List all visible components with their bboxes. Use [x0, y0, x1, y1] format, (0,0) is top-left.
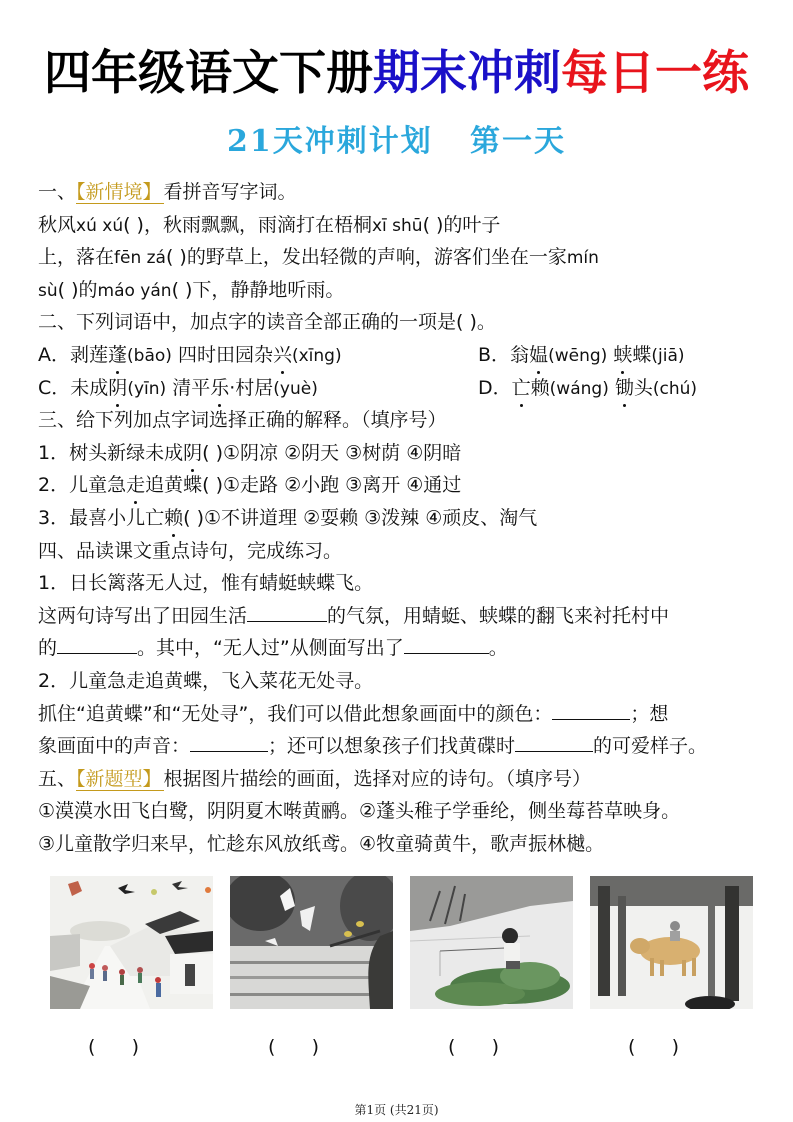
- dotted-char: 阴: [108, 372, 127, 404]
- item-number: 1．: [38, 441, 70, 464]
- dotted-char: 兴: [273, 339, 292, 371]
- text: 头: [633, 376, 653, 399]
- egrets-paddy-field-painting: [230, 876, 393, 1009]
- page-title: [0, 46, 793, 102]
- boy-fishing-painting: [410, 876, 573, 1009]
- fill-blank[interactable]: [190, 731, 268, 752]
- pinyin: máo yán: [97, 280, 172, 301]
- text: ；还可以想象孩子们找黄碟时: [268, 735, 516, 758]
- dotted-char: 锄: [615, 372, 634, 404]
- section4-heading: 四、品读课文重点诗句，完成练习。: [38, 539, 343, 562]
- option-label: C．: [38, 376, 71, 399]
- text: 追黄蝶: [145, 474, 203, 497]
- pinyin: (wáng): [549, 378, 609, 399]
- choices: ①走路 ②小跑 ③离开 ④通过: [223, 474, 462, 497]
- answer-blank-text[interactable]: ( )的叶子: [422, 213, 501, 236]
- section5-poems-line-1: ①漠漠水田飞白鹭，阴阴夏木啭黄鹂。②蓬头稚子学垂纶，侧坐莓苔草映身。: [38, 800, 681, 823]
- section3-heading: 三、给下列加点字词选择正确的解释。（填序号）: [38, 409, 447, 432]
- new-context-tag: 【新情境】: [76, 181, 162, 203]
- text: 四时田园杂: [177, 343, 273, 366]
- pinyin: (jiā): [651, 345, 685, 366]
- option-label: A．: [38, 343, 70, 366]
- option-label: B．: [478, 343, 511, 366]
- section-number: 五、: [38, 767, 77, 790]
- section4-poem-2: 2．儿童急走追黄蝶，飞入菜花无处寻。: [38, 669, 374, 692]
- new-question-type-tag: 【新题型】: [76, 767, 162, 790]
- options-row-cd: [38, 372, 763, 405]
- option-label: D．: [478, 376, 512, 399]
- section5-poems-line-2: ③儿童散学归来早，忙趁东风放纸鸢。④牧童骑黄牛，歌声振林樾。: [38, 832, 605, 855]
- pinyin: (chú): [652, 378, 698, 399]
- text: 剥莲: [70, 343, 109, 366]
- section1-line-3: [38, 274, 763, 307]
- pinyin: (yīn): [127, 378, 167, 399]
- worksheet-content: [38, 176, 763, 860]
- text: 清平: [172, 376, 211, 399]
- section5-heading: [38, 763, 763, 796]
- text: 儿童急: [69, 474, 127, 497]
- text: 未成: [70, 376, 109, 399]
- options-row-ab: [38, 339, 763, 372]
- section-heading-text: 看拼音写字词。: [163, 181, 297, 203]
- title-daily-practice: 每日一练: [561, 46, 749, 101]
- text: 的可爱样子。: [593, 735, 708, 758]
- section3-item-2: [38, 469, 763, 502]
- answer-blank-text[interactable]: ( )的: [57, 278, 98, 301]
- dotted-char: 蛱: [613, 339, 632, 371]
- text: ·村居: [229, 376, 274, 399]
- text: 蝶: [632, 343, 652, 366]
- text: 抓住“追黄蝶”和“无处寻”，我们可以借此想象画面中的颜色：: [38, 702, 553, 725]
- option-b[interactable]: [478, 339, 685, 372]
- answer-blank[interactable]: ( ): [183, 506, 204, 529]
- dotted-char: 蓬: [108, 339, 127, 371]
- item-number: 3．: [38, 506, 70, 529]
- answer-blank-text[interactable]: ( )的野草上，发出轻微的声响，游客们坐在一家: [165, 246, 567, 269]
- section-heading-text: 根据图片描绘的画面，选择对应的诗句。（填序号）: [163, 767, 592, 790]
- title-grade-subject: 四年级语文下册: [44, 46, 373, 101]
- answer-blank-text[interactable]: ( )，秋雨飘飘，雨滴打在梧桐: [123, 213, 372, 236]
- pinyin: mín: [566, 248, 599, 269]
- section1-line-2: [38, 241, 763, 274]
- section-number: 一、: [38, 181, 77, 203]
- text: 树头新绿未成: [69, 441, 184, 464]
- text: ；想: [630, 702, 669, 725]
- dotted-char: 亡: [512, 372, 531, 404]
- pinyin: xī shū: [371, 215, 423, 236]
- text: 赖: [530, 376, 550, 399]
- text: 秋风: [38, 213, 77, 236]
- fill-blank[interactable]: [247, 601, 327, 622]
- fill-blank[interactable]: [515, 731, 593, 752]
- dotted-char: 走: [126, 469, 145, 501]
- title-final-sprint: 期末冲刺: [373, 46, 561, 101]
- page-number: 第1页 (共21页): [354, 1103, 439, 1117]
- pinyin: xú xú: [76, 215, 124, 236]
- dotted-char: 乐: [210, 372, 229, 404]
- pinyin: sù: [38, 280, 58, 301]
- section3-item-1: [38, 437, 763, 470]
- option-c[interactable]: [38, 377, 318, 399]
- fill-blank[interactable]: [404, 633, 489, 654]
- section4-q1-line-2: [38, 632, 763, 665]
- text: 上，落在: [38, 246, 115, 269]
- pinyin: (xīng): [291, 345, 342, 366]
- pinyin: (bāo): [127, 345, 172, 366]
- dotted-char: 阴: [183, 437, 202, 469]
- text: 最喜小儿亡: [69, 506, 165, 529]
- text: 的: [38, 637, 58, 660]
- fill-blank[interactable]: [552, 699, 630, 720]
- text: 。: [488, 637, 508, 660]
- answer-blank[interactable]: ( ): [202, 441, 223, 464]
- text: 翁: [510, 343, 530, 366]
- section3-item-3: [38, 502, 763, 535]
- pinyin: (yuè): [273, 378, 318, 399]
- text: 这两句诗写出了田园生活: [38, 604, 248, 627]
- dotted-char: 媪: [529, 339, 548, 371]
- item-number: 2．: [38, 474, 70, 497]
- section4-poem-1: 1．日长篱落无人过，惟有蜻蜓蛱蝶飞。: [38, 572, 374, 595]
- picture-4-answer-blank[interactable]: ( ): [628, 1036, 680, 1058]
- pinyin: fēn zá: [114, 248, 166, 269]
- text: 的气氛，用蜻蜓、蛱蝶的翻飞来衬托村中: [327, 604, 670, 627]
- pinyin: (wēng): [548, 345, 608, 366]
- page-subtitle: 21天冲刺计划 第一天: [226, 124, 567, 159]
- picture-1-answer-blank[interactable]: ( ): [88, 1036, 140, 1058]
- section4-q2-line-2: [38, 730, 763, 763]
- fill-blank[interactable]: [57, 633, 137, 654]
- choices: ①阴凉 ②阴天 ③树荫 ④阴暗: [223, 441, 462, 464]
- choices: ①不讲道理 ②耍赖 ③泼辣 ④顽皮、淘气: [204, 506, 538, 529]
- section1-line-1: [38, 209, 763, 242]
- option-d[interactable]: [478, 372, 697, 405]
- kite-flying-village-painting: [50, 876, 213, 1009]
- section2-heading[interactable]: 二、下列词语中，加点字的读音全部正确的一项是( )。: [38, 311, 496, 334]
- picture-2-answer-blank[interactable]: ( ): [268, 1036, 320, 1058]
- dotted-char: 赖: [164, 502, 183, 534]
- text: 。其中，“无人过”从侧面写出了: [137, 637, 404, 660]
- answer-blank-text[interactable]: ( )下，静静地听雨。: [171, 278, 345, 301]
- option-a[interactable]: [38, 344, 342, 366]
- herdboy-on-ox-painting: [590, 876, 753, 1009]
- section4-q1-line-1: [38, 600, 763, 633]
- picture-3-answer-blank[interactable]: ( ): [448, 1036, 500, 1058]
- painting-gallery: [50, 876, 750, 1011]
- text: 象画面中的声音：: [38, 735, 191, 758]
- section4-q2-line-1: [38, 698, 763, 731]
- section1-heading: [38, 176, 763, 209]
- answer-blank[interactable]: ( ): [202, 474, 224, 497]
